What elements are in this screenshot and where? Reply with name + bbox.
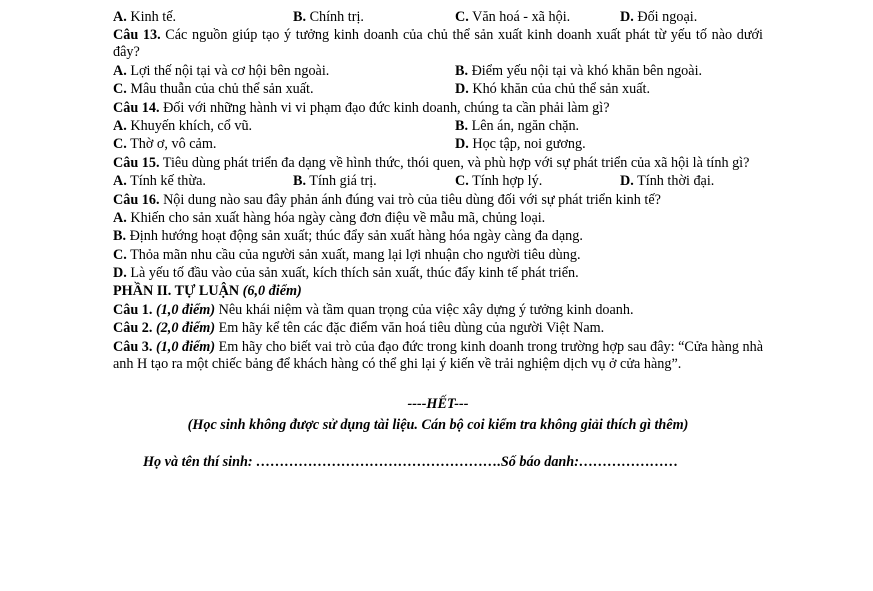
q13-options-row2 [113, 81, 763, 99]
q14-option-d: D. Học tập, noi gương. [455, 136, 586, 153]
q15-stem: Câu 15. Tiêu dùng phát triển đa dạng về hình thức, thói quen, và phù hợp với sự phát triển của xã hội là tính gì? [113, 154, 750, 171]
q13-stem: Câu 13. Các nguồn giúp tạo ý tưởng kinh doanh của chủ thể sản xuất kinh doanh xuất phát từ yếu tố nào dưới đây? [113, 27, 763, 61]
q13-option-b: B. Điểm yếu nội tại và khó khăn bên ngoài. [455, 62, 703, 79]
q15-option-c: C. Tính hợp lý. [455, 173, 543, 190]
q14-options-row1 [113, 118, 763, 136]
essay-question-3: Câu 3. (1,0 điểm) Em hãy cho biết vai trò của đạo đức trong kinh doanh trong trường hợp sau đây: “Cửa hàng nhà anh H tạo ra một chiếc bảng để khách hàng có thể ghi lại ý kiến về trải nghiệm dịch vụ ở cửa hàng”. [113, 338, 763, 372]
exam-page [113, 9, 763, 471]
q14-options-row2 [113, 136, 763, 154]
part2-heading: PHẦN II. TỰ LUẬN (6,0 điểm) [113, 283, 302, 300]
q16-stem: Câu 16. Nội dung nào sau đây phản ánh đúng vai trò của tiêu dùng đối với sự phát triển kinh tế? [113, 191, 661, 208]
q16-option-a: A. Khiến cho sản xuất hàng hóa ngày càng đơn điệu về mẫu mã, chủng loại. [113, 209, 546, 226]
q12-option-a: A. Kinh tế. [113, 9, 177, 25]
end-marker: ----HẾT--- [407, 396, 469, 413]
q13-option-d: D. Khó khăn của chủ thể sản xuất. [455, 81, 651, 98]
exam-note: (Học sinh không được sử dụng tài liệu. Cán bộ coi kiểm tra không giải thích gì thêm) [187, 417, 689, 434]
candidate-id-label: Số báo danh: [500, 454, 579, 471]
q16-option-b: B. Định hướng hoạt động sản xuất; thúc đẩy sản xuất hàng hóa ngày càng đa dạng. [113, 228, 583, 245]
q13-option-a: A. Lợi thế nội tại và cơ hội bên ngoài. [113, 62, 330, 79]
q15-options [113, 173, 763, 191]
q14-option-b: B. Lên án, ngăn chặn. [455, 117, 580, 134]
essay-question-1: Câu 1. (1,0 điểm) Nêu khái niệm và tầm quan trọng của việc xây dựng ý tưởng kinh doanh. [113, 301, 634, 318]
q15-option-d: D. Tính thời đại. [620, 173, 715, 190]
q14-option-c: C. Thờ ơ, vô cảm. [113, 136, 217, 153]
q16-option-d: D. Là yếu tố đầu vào của sản xuất, kích thích sản xuất, thúc đẩy kinh tế phát triển. [113, 265, 579, 282]
q12-option-c: C. Văn hoá - xã hội. [455, 9, 571, 25]
q12-option-d: D. Đối ngoại. [620, 9, 698, 25]
candidate-id-blank: ………………… [578, 454, 679, 471]
candidate-name-blank: ……………………………………………. [252, 454, 501, 471]
q14-option-a: A. Khuyến khích, cổ vũ. [113, 117, 253, 134]
q15-option-a: A. Tính kế thừa. [113, 173, 206, 190]
q12-option-b: B. Chính trị. [293, 9, 364, 25]
q15-option-b: B. Tính giá trị. [293, 173, 377, 190]
candidate-name-label: Họ và tên thí sinh: [143, 454, 253, 471]
q13-option-c: C. Mâu thuẫn của chủ thể sản xuất. [113, 81, 314, 98]
candidate-signature-line [113, 454, 763, 471]
q13-options-row1 [113, 63, 763, 81]
q12-options [113, 9, 763, 27]
essay-question-2: Câu 2. (2,0 điểm) Em hãy kể tên các đặc điểm văn hoá tiêu dùng của người Việt Nam. [113, 320, 605, 337]
q16-option-c: C. Thỏa mãn nhu cầu của người sản xuất, mang lại lợi nhuận cho người tiêu dùng. [113, 246, 581, 263]
q14-stem: Câu 14. Đối với những hành vi vi phạm đạo đức kinh doanh, chúng ta cần phải làm gì? [113, 99, 610, 116]
